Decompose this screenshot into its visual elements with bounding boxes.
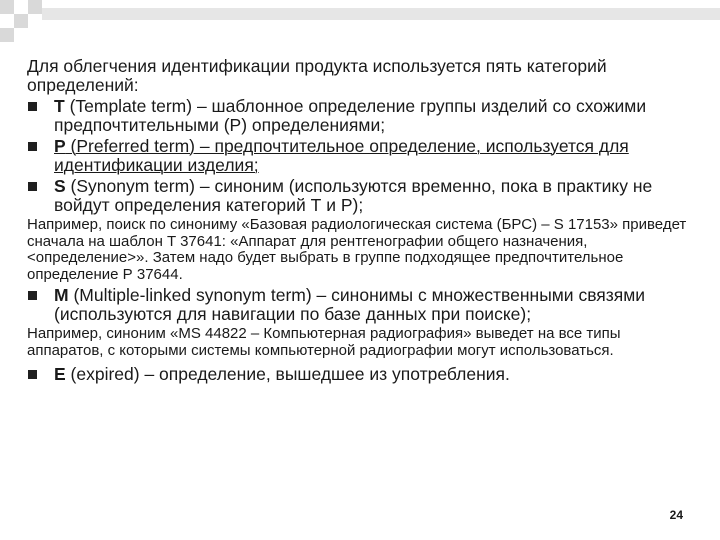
bullet-square-icon (28, 370, 37, 379)
bullet-item-t (27, 97, 697, 135)
decorative-squares (0, 0, 720, 50)
page-number: 24 (669, 508, 683, 522)
term-code: T (54, 96, 65, 116)
term-code: E (54, 364, 66, 384)
bullet-square-icon (28, 182, 37, 191)
deco-square (0, 28, 14, 42)
deco-square (14, 0, 28, 14)
deco-square (28, 0, 42, 14)
term-description: (Template term) – шаблонное определение группы изделий со схожими предпочтительными (P) определениями; (54, 96, 647, 135)
term-description: (Multiple-linked synonym term) – синонимы с множественными связями (используются для навигации по базе данных при поиске); (54, 285, 646, 324)
bullet-item-e (27, 365, 697, 384)
intro-text: Для облегчения идентификации продукта используется пять категорий определений: (27, 56, 607, 95)
bullet-square-icon (28, 142, 37, 151)
deco-square (14, 14, 28, 28)
bullet-item-s (27, 177, 697, 215)
slide-content (27, 57, 697, 386)
bullet-square-icon (28, 102, 37, 111)
term-code: S (54, 176, 66, 196)
deco-top-bar (42, 8, 720, 20)
term-description: (Synonym term) – синоним (используются временно, пока в практику не войдут определения категорий Т и Р); (54, 176, 653, 215)
example-note-1: Например, поиск по синониму «Базовая радиологическая система (БРС) – S 17153» приведет сначала на шаблон T 37641: «Аппарат для рентгенографии общего назначения, <определение>». Затем надо будет выбрать в группе подходящее предпочтительное определение Р 37644. (27, 216, 687, 283)
term-code: M (54, 285, 69, 305)
bullet-item-m (27, 286, 697, 324)
bullet-item-p (27, 137, 697, 175)
term-code: P (54, 136, 66, 156)
term-description: (expired) – определение, вышедшее из употребления. (65, 364, 510, 384)
deco-square (0, 0, 14, 14)
example-note-2: Например, синоним «MS 44822 – Компьютерная радиография» выведет на все типы аппаратов, с которыми системы компьютерной радиографии могут использоваться. (27, 325, 621, 359)
deco-square (0, 14, 14, 28)
bullet-square-icon (28, 291, 37, 300)
term-description: (Preferred term) – предпочтительное определение, используется для идентификации изделия; (54, 136, 629, 175)
